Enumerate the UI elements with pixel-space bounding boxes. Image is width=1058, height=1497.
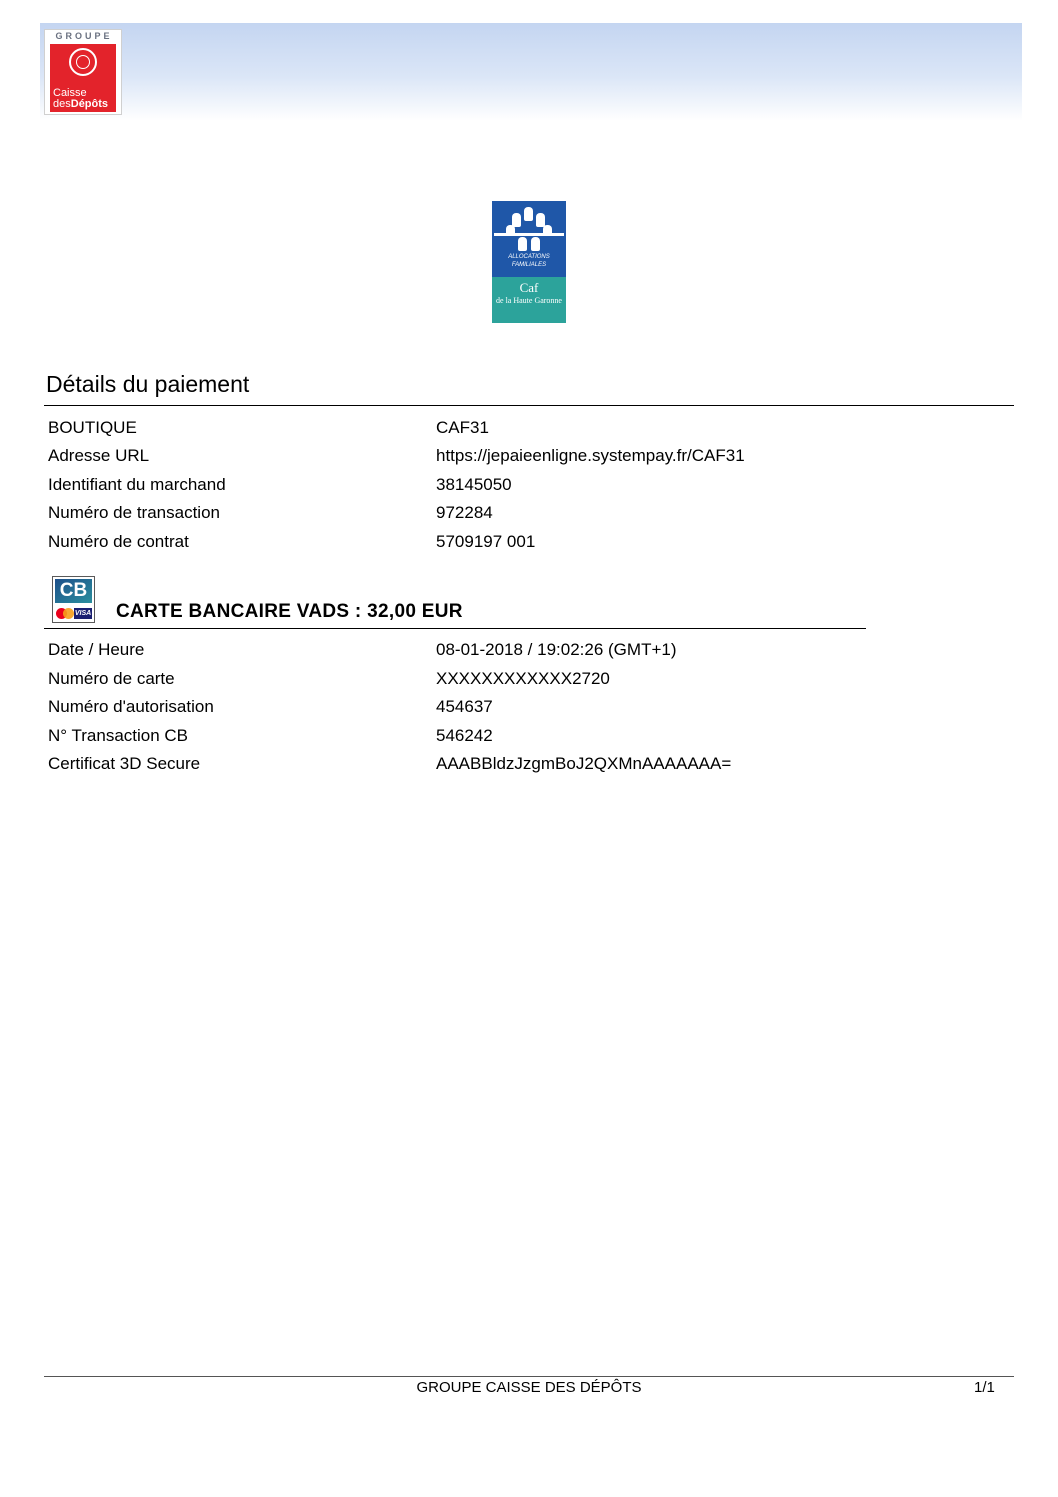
seal-inner-icon [76,55,90,69]
card-label: Certificat 3D Secure [48,754,201,773]
family-figure-icon [524,207,533,221]
card-section-divider [44,628,866,629]
logo-name-line1: Caisse [53,87,87,99]
card-value: XXXXXXXXXXXX2720 [436,669,610,688]
seal-icon [69,48,97,76]
card-section-title: CARTE BANCAIRE VADS : 32,00 EUR [116,601,463,622]
header-band [40,23,1022,121]
family-figure-icon [518,237,527,251]
caf-logo [492,201,566,323]
card-label: Date / Heure [48,640,145,659]
logo-name-line2 [53,99,108,110]
detail-label: Numéro de transaction [48,503,220,522]
section-title-payment-details: Détails du paiement [46,371,250,397]
logo-name-prefix: des [53,98,71,110]
caf-logo-text-top: ALLOCATIONS FAMILIALES [508,254,550,268]
logo-groupe-text: GROUPE [55,31,113,41]
card-value: 08-01-2018 / 19:02:26 (GMT+1) [436,640,677,659]
card-label: Numéro d'autorisation [48,697,214,716]
caf-logo-text-caf: Caf [519,280,539,295]
detail-label: BOUTIQUE [48,418,137,437]
card-value: 546242 [436,726,493,745]
detail-label: Identifiant du marchand [48,475,226,494]
footer-org-name: GROUPE CAISSE DES DÉPÔTS [416,1379,642,1396]
logo-red-block [50,44,116,112]
card-value: AAABBldzJzgmBoJ2QXMnAAAAAAA= [436,754,732,773]
detail-value: 5709197 001 [436,532,536,551]
cb-logo-block [55,579,92,603]
card-value: 454637 [436,697,493,716]
logo-name-bold: Dépôts [70,98,109,110]
card-label: Numéro de carte [48,669,175,688]
family-figure-icon [531,237,540,251]
detail-value: CAF31 [436,418,489,437]
footer-divider [44,1376,1014,1377]
caf-logo-top [492,201,566,277]
caf-logo-line [494,233,564,236]
detail-value: 38145050 [436,475,512,494]
card-label: N° Transaction CB [48,726,189,745]
cb-card-logo [52,576,95,623]
detail-value: 972284 [436,503,493,522]
cb-logo-text: CB [59,580,88,601]
mastercard-icon [63,608,74,619]
detail-label: Numéro de contrat [48,532,189,551]
page-number: 1/1 [974,1379,995,1396]
caf-logo-text-region: de la Haute Garonne [496,296,562,305]
visa-icon: VISA [74,610,92,617]
caf-logo-bottom [492,277,566,323]
detail-label: Adresse URL [48,446,150,465]
section-divider [44,405,1014,406]
caisse-des-depots-logo [44,29,122,115]
detail-value-url: https://jepaieenligne.systempay.fr/CAF31 [436,446,745,465]
